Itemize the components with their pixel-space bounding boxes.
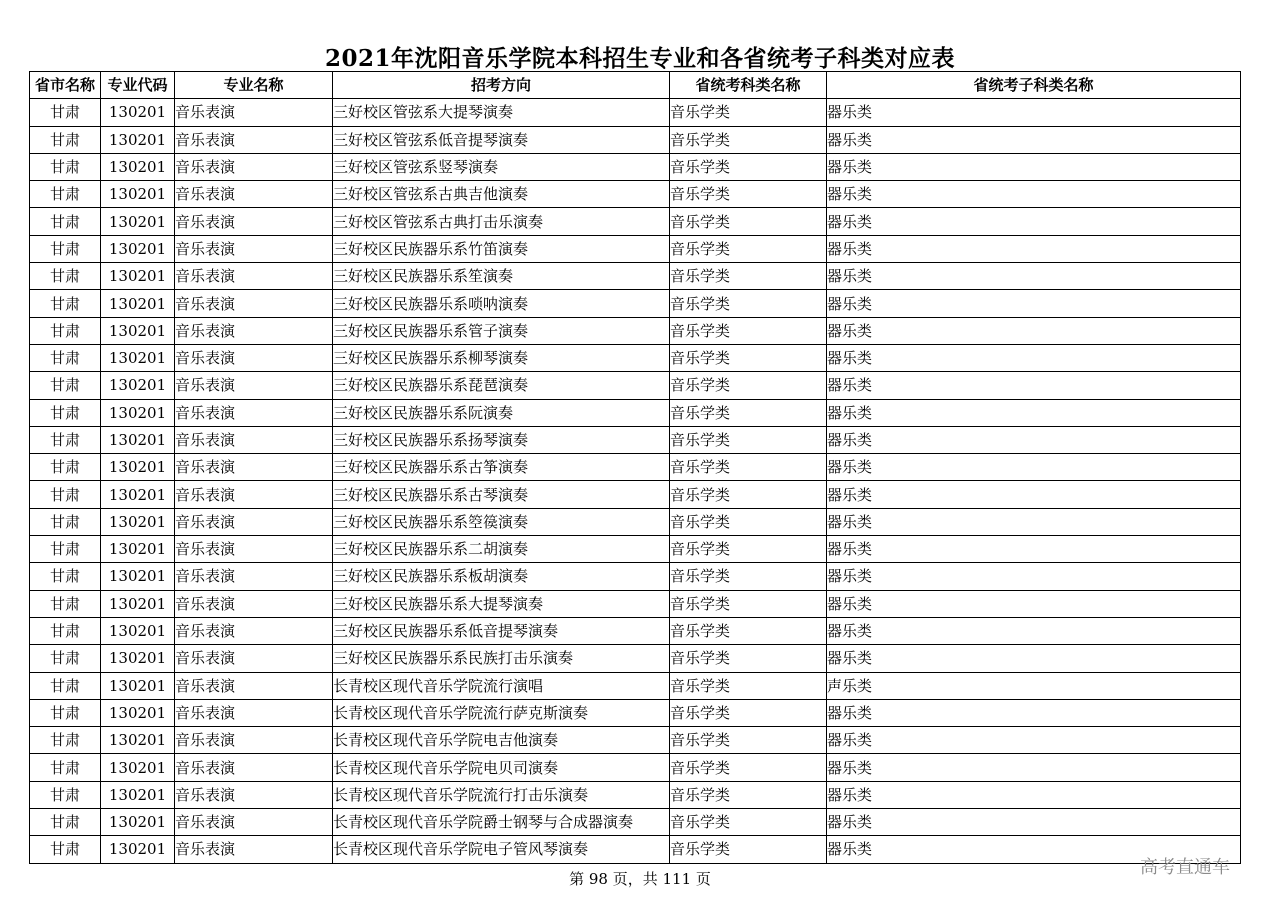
- cell-province: 甘肃: [30, 235, 101, 262]
- cell-major-code: 130201: [101, 181, 175, 208]
- table-row: [30, 617, 1241, 644]
- cell-direction: 长青校区现代音乐学院电贝司演奏: [333, 754, 670, 781]
- table-row: [30, 99, 1241, 126]
- cell-major-name: 音乐表演: [175, 317, 333, 344]
- cell-province: 甘肃: [30, 208, 101, 235]
- table-row: [30, 508, 1241, 535]
- cell-direction: 三好校区管弦系大提琴演奏: [333, 99, 670, 126]
- table-row: [30, 181, 1241, 208]
- table-row: [30, 590, 1241, 617]
- cell-subcategory: 器乐类: [827, 454, 1241, 481]
- table-header-row: [30, 72, 1241, 99]
- cell-major-name: 音乐表演: [175, 781, 333, 808]
- cell-subcategory: 器乐类: [827, 508, 1241, 535]
- cell-major-code: 130201: [101, 809, 175, 836]
- cell-major-code: 130201: [101, 754, 175, 781]
- cell-category: 音乐学类: [670, 181, 827, 208]
- header-category: 省统考科类名称: [670, 72, 827, 99]
- cell-major-name: 音乐表演: [175, 590, 333, 617]
- table-row: [30, 235, 1241, 262]
- page-footer: 第 98 页，共 111 页: [569, 870, 711, 888]
- cell-province: 甘肃: [30, 508, 101, 535]
- cell-category: 音乐学类: [670, 290, 827, 317]
- cell-subcategory: 器乐类: [827, 809, 1241, 836]
- cell-major-code: 130201: [101, 344, 175, 371]
- cell-major-code: 130201: [101, 699, 175, 726]
- table-row: [30, 290, 1241, 317]
- table-row: [30, 809, 1241, 836]
- cell-major-name: 音乐表演: [175, 344, 333, 371]
- table-row: [30, 454, 1241, 481]
- correspondence-table: [29, 71, 1241, 864]
- document-title: 2021年沈阳音乐学院本科招生专业和各省统考子科类对应表: [324, 45, 955, 72]
- table-row: [30, 754, 1241, 781]
- table-row: [30, 727, 1241, 754]
- cell-major-name: 音乐表演: [175, 481, 333, 508]
- cell-major-name: 音乐表演: [175, 672, 333, 699]
- cell-category: 音乐学类: [670, 344, 827, 371]
- cell-major-name: 音乐表演: [175, 235, 333, 262]
- cell-major-name: 音乐表演: [175, 153, 333, 180]
- cell-major-code: 130201: [101, 153, 175, 180]
- table-body: [30, 99, 1241, 863]
- cell-direction: 长青校区现代音乐学院流行打击乐演奏: [333, 781, 670, 808]
- cell-category: 音乐学类: [670, 809, 827, 836]
- cell-province: 甘肃: [30, 645, 101, 672]
- cell-subcategory: 器乐类: [827, 563, 1241, 590]
- cell-major-name: 音乐表演: [175, 208, 333, 235]
- cell-direction: 三好校区管弦系古典打击乐演奏: [333, 208, 670, 235]
- cell-province: 甘肃: [30, 99, 101, 126]
- cell-major-name: 音乐表演: [175, 536, 333, 563]
- cell-category: 音乐学类: [670, 508, 827, 535]
- cell-major-name: 音乐表演: [175, 508, 333, 535]
- cell-direction: 三好校区民族器乐系古琴演奏: [333, 481, 670, 508]
- cell-subcategory: 器乐类: [827, 208, 1241, 235]
- cell-direction: 三好校区民族器乐系阮演奏: [333, 399, 670, 426]
- cell-major-code: 130201: [101, 508, 175, 535]
- cell-subcategory: 器乐类: [827, 645, 1241, 672]
- cell-major-name: 音乐表演: [175, 263, 333, 290]
- cell-direction: 长青校区现代音乐学院爵士钢琴与合成器演奏: [333, 809, 670, 836]
- cell-direction: 三好校区管弦系古典吉他演奏: [333, 181, 670, 208]
- cell-subcategory: 器乐类: [827, 399, 1241, 426]
- header-province: 省市名称: [30, 72, 101, 99]
- cell-category: 音乐学类: [670, 399, 827, 426]
- cell-category: 音乐学类: [670, 699, 827, 726]
- cell-subcategory: 器乐类: [827, 344, 1241, 371]
- cell-major-name: 音乐表演: [175, 836, 333, 863]
- cell-major-name: 音乐表演: [175, 290, 333, 317]
- cell-major-code: 130201: [101, 208, 175, 235]
- cell-subcategory: 声乐类: [827, 672, 1241, 699]
- cell-major-name: 音乐表演: [175, 181, 333, 208]
- cell-direction: 三好校区民族器乐系扬琴演奏: [333, 426, 670, 453]
- table-row: [30, 645, 1241, 672]
- header-major-code: 专业代码: [101, 72, 175, 99]
- table-row: [30, 344, 1241, 371]
- cell-major-code: 130201: [101, 617, 175, 644]
- cell-province: 甘肃: [30, 317, 101, 344]
- cell-direction: 三好校区民族器乐系竹笛演奏: [333, 235, 670, 262]
- table-row: [30, 126, 1241, 153]
- cell-subcategory: 器乐类: [827, 181, 1241, 208]
- cell-province: 甘肃: [30, 399, 101, 426]
- cell-province: 甘肃: [30, 372, 101, 399]
- cell-major-name: 音乐表演: [175, 727, 333, 754]
- cell-direction: 三好校区民族器乐系琵琶演奏: [333, 372, 670, 399]
- cell-province: 甘肃: [30, 754, 101, 781]
- cell-major-name: 音乐表演: [175, 454, 333, 481]
- cell-category: 音乐学类: [670, 836, 827, 863]
- table-row: [30, 372, 1241, 399]
- cell-subcategory: 器乐类: [827, 426, 1241, 453]
- cell-province: 甘肃: [30, 590, 101, 617]
- cell-subcategory: 器乐类: [827, 317, 1241, 344]
- cell-major-code: 130201: [101, 781, 175, 808]
- cell-category: 音乐学类: [670, 617, 827, 644]
- cell-direction: 三好校区民族器乐系箜篌演奏: [333, 508, 670, 535]
- table-row: [30, 699, 1241, 726]
- cell-province: 甘肃: [30, 344, 101, 371]
- cell-category: 音乐学类: [670, 126, 827, 153]
- cell-major-code: 130201: [101, 317, 175, 344]
- cell-direction: 三好校区民族器乐系笙演奏: [333, 263, 670, 290]
- cell-subcategory: 器乐类: [827, 290, 1241, 317]
- cell-major-name: 音乐表演: [175, 399, 333, 426]
- table-row: [30, 536, 1241, 563]
- table-row: [30, 836, 1241, 863]
- cell-province: 甘肃: [30, 426, 101, 453]
- header-subcategory: 省统考子科类名称: [827, 72, 1241, 99]
- cell-province: 甘肃: [30, 699, 101, 726]
- table-row: [30, 563, 1241, 590]
- cell-direction: 长青校区现代音乐学院流行萨克斯演奏: [333, 699, 670, 726]
- cell-category: 音乐学类: [670, 727, 827, 754]
- cell-province: 甘肃: [30, 836, 101, 863]
- cell-subcategory: 器乐类: [827, 781, 1241, 808]
- cell-province: 甘肃: [30, 454, 101, 481]
- cell-major-code: 130201: [101, 590, 175, 617]
- cell-category: 音乐学类: [670, 99, 827, 126]
- cell-major-name: 音乐表演: [175, 372, 333, 399]
- cell-category: 音乐学类: [670, 536, 827, 563]
- cell-category: 音乐学类: [670, 372, 827, 399]
- cell-subcategory: 器乐类: [827, 836, 1241, 863]
- cell-subcategory: 器乐类: [827, 699, 1241, 726]
- cell-province: 甘肃: [30, 181, 101, 208]
- cell-province: 甘肃: [30, 536, 101, 563]
- cell-subcategory: 器乐类: [827, 372, 1241, 399]
- cell-major-code: 130201: [101, 645, 175, 672]
- cell-category: 音乐学类: [670, 235, 827, 262]
- cell-category: 音乐学类: [670, 208, 827, 235]
- cell-major-code: 130201: [101, 126, 175, 153]
- cell-province: 甘肃: [30, 126, 101, 153]
- table-row: [30, 399, 1241, 426]
- cell-major-name: 音乐表演: [175, 809, 333, 836]
- cell-direction: 三好校区民族器乐系古筝演奏: [333, 454, 670, 481]
- cell-major-name: 音乐表演: [175, 126, 333, 153]
- cell-major-code: 130201: [101, 263, 175, 290]
- cell-direction: 长青校区现代音乐学院流行演唱: [333, 672, 670, 699]
- cell-subcategory: 器乐类: [827, 754, 1241, 781]
- cell-subcategory: 器乐类: [827, 153, 1241, 180]
- header-major-name: 专业名称: [175, 72, 333, 99]
- cell-subcategory: 器乐类: [827, 126, 1241, 153]
- cell-major-name: 音乐表演: [175, 699, 333, 726]
- cell-major-code: 130201: [101, 563, 175, 590]
- cell-major-code: 130201: [101, 727, 175, 754]
- cell-province: 甘肃: [30, 672, 101, 699]
- table-row: [30, 481, 1241, 508]
- cell-direction: 三好校区民族器乐系管子演奏: [333, 317, 670, 344]
- cell-major-code: 130201: [101, 235, 175, 262]
- cell-major-code: 130201: [101, 536, 175, 563]
- cell-category: 音乐学类: [670, 754, 827, 781]
- cell-category: 音乐学类: [670, 426, 827, 453]
- watermark-logo: 高考直通车: [1140, 857, 1230, 878]
- cell-category: 音乐学类: [670, 781, 827, 808]
- cell-subcategory: 器乐类: [827, 99, 1241, 126]
- cell-major-code: 130201: [101, 426, 175, 453]
- table-row: [30, 153, 1241, 180]
- cell-subcategory: 器乐类: [827, 590, 1241, 617]
- cell-province: 甘肃: [30, 809, 101, 836]
- cell-major-name: 音乐表演: [175, 426, 333, 453]
- table-row: [30, 263, 1241, 290]
- cell-province: 甘肃: [30, 481, 101, 508]
- cell-direction: 三好校区民族器乐系板胡演奏: [333, 563, 670, 590]
- cell-major-name: 音乐表演: [175, 617, 333, 644]
- cell-direction: 三好校区民族器乐系唢呐演奏: [333, 290, 670, 317]
- cell-direction: 长青校区现代音乐学院电吉他演奏: [333, 727, 670, 754]
- cell-major-code: 130201: [101, 454, 175, 481]
- cell-direction: 三好校区民族器乐系柳琴演奏: [333, 344, 670, 371]
- table-row: [30, 317, 1241, 344]
- cell-direction: 三好校区民族器乐系民族打击乐演奏: [333, 645, 670, 672]
- cell-category: 音乐学类: [670, 454, 827, 481]
- cell-major-code: 130201: [101, 290, 175, 317]
- cell-major-code: 130201: [101, 399, 175, 426]
- cell-category: 音乐学类: [670, 645, 827, 672]
- cell-major-name: 音乐表演: [175, 645, 333, 672]
- cell-major-code: 130201: [101, 672, 175, 699]
- cell-category: 音乐学类: [670, 481, 827, 508]
- cell-major-code: 130201: [101, 372, 175, 399]
- table-row: [30, 208, 1241, 235]
- cell-direction: 长青校区现代音乐学院电子管风琴演奏: [333, 836, 670, 863]
- cell-province: 甘肃: [30, 727, 101, 754]
- cell-direction: 三好校区管弦系竖琴演奏: [333, 153, 670, 180]
- cell-major-name: 音乐表演: [175, 99, 333, 126]
- cell-province: 甘肃: [30, 781, 101, 808]
- cell-province: 甘肃: [30, 617, 101, 644]
- cell-subcategory: 器乐类: [827, 617, 1241, 644]
- header-direction: 招考方向: [333, 72, 670, 99]
- cell-subcategory: 器乐类: [827, 481, 1241, 508]
- cell-subcategory: 器乐类: [827, 235, 1241, 262]
- table-row: [30, 781, 1241, 808]
- cell-direction: 三好校区民族器乐系低音提琴演奏: [333, 617, 670, 644]
- table-row: [30, 672, 1241, 699]
- cell-province: 甘肃: [30, 153, 101, 180]
- cell-major-code: 130201: [101, 99, 175, 126]
- cell-province: 甘肃: [30, 263, 101, 290]
- cell-direction: 三好校区民族器乐系二胡演奏: [333, 536, 670, 563]
- cell-province: 甘肃: [30, 563, 101, 590]
- cell-subcategory: 器乐类: [827, 536, 1241, 563]
- cell-category: 音乐学类: [670, 672, 827, 699]
- cell-subcategory: 器乐类: [827, 727, 1241, 754]
- cell-direction: 三好校区民族器乐系大提琴演奏: [333, 590, 670, 617]
- cell-major-name: 音乐表演: [175, 563, 333, 590]
- cell-category: 音乐学类: [670, 317, 827, 344]
- cell-category: 音乐学类: [670, 563, 827, 590]
- cell-major-name: 音乐表演: [175, 754, 333, 781]
- table-row: [30, 426, 1241, 453]
- cell-major-code: 130201: [101, 836, 175, 863]
- cell-direction: 三好校区管弦系低音提琴演奏: [333, 126, 670, 153]
- cell-category: 音乐学类: [670, 590, 827, 617]
- cell-province: 甘肃: [30, 290, 101, 317]
- cell-major-code: 130201: [101, 481, 175, 508]
- cell-category: 音乐学类: [670, 263, 827, 290]
- cell-category: 音乐学类: [670, 153, 827, 180]
- cell-subcategory: 器乐类: [827, 263, 1241, 290]
